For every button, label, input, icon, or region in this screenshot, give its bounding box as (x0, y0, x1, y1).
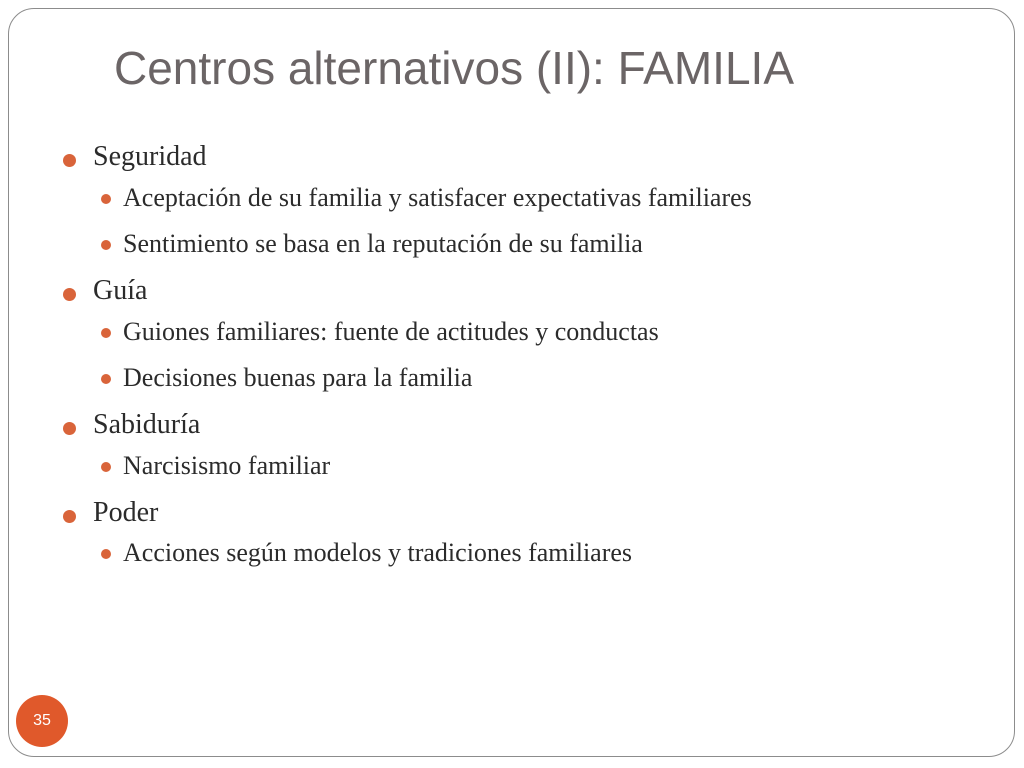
bullet-poder (63, 496, 963, 569)
bullet-dot-icon (63, 510, 76, 523)
bullet-text: Poder (93, 496, 159, 528)
slide-number-badge: 35 (16, 695, 68, 747)
bullet-seguridad (63, 140, 963, 259)
slide-title: Centros alternativos (II): FAMILIA (114, 42, 795, 94)
bullet-list (63, 140, 963, 584)
sub-bullet-text: Narcisismo familiar (123, 450, 331, 480)
sub-bullet-item (93, 316, 963, 347)
sub-bullet-item (93, 362, 963, 393)
sub-bullet-item (93, 182, 963, 213)
sub-bullet-text: Guiones familiares: fuente de actitudes y conductas (123, 316, 659, 346)
bullet-text: Sabiduría (93, 408, 201, 440)
sub-bullet-item (93, 537, 963, 568)
sub-bullet-list (93, 182, 963, 259)
sub-bullet-dot-icon (101, 240, 111, 250)
sub-bullet-list (93, 450, 963, 481)
bullet-guia (63, 274, 963, 393)
sub-bullet-dot-icon (101, 549, 111, 559)
bullet-text: Seguridad (93, 141, 207, 172)
sub-bullet-dot-icon (101, 328, 111, 338)
sub-bullet-dot-icon (101, 194, 111, 204)
sub-bullet-item (93, 228, 963, 259)
sub-bullet-text: Aceptación de su familia y satisfacer expectativas familiares (123, 182, 752, 212)
sub-bullet-dot-icon (101, 374, 111, 384)
sub-bullet-text: Sentimiento se basa en la reputación de su familia (123, 228, 643, 258)
bullet-dot-icon (63, 154, 76, 167)
sub-bullet-dot-icon (101, 462, 111, 472)
sub-bullet-item (93, 450, 963, 481)
bullet-dot-icon (63, 288, 76, 301)
sub-bullet-text: Acciones según modelos y tradiciones familiares (123, 538, 633, 568)
sub-bullet-list (93, 316, 963, 393)
bullet-dot-icon (63, 422, 76, 435)
bullet-sabiduria (63, 408, 963, 481)
bullet-text: Guía (93, 274, 148, 306)
sub-bullet-text: Decisiones buenas para la familia (123, 362, 473, 392)
sub-bullet-list (93, 537, 963, 568)
